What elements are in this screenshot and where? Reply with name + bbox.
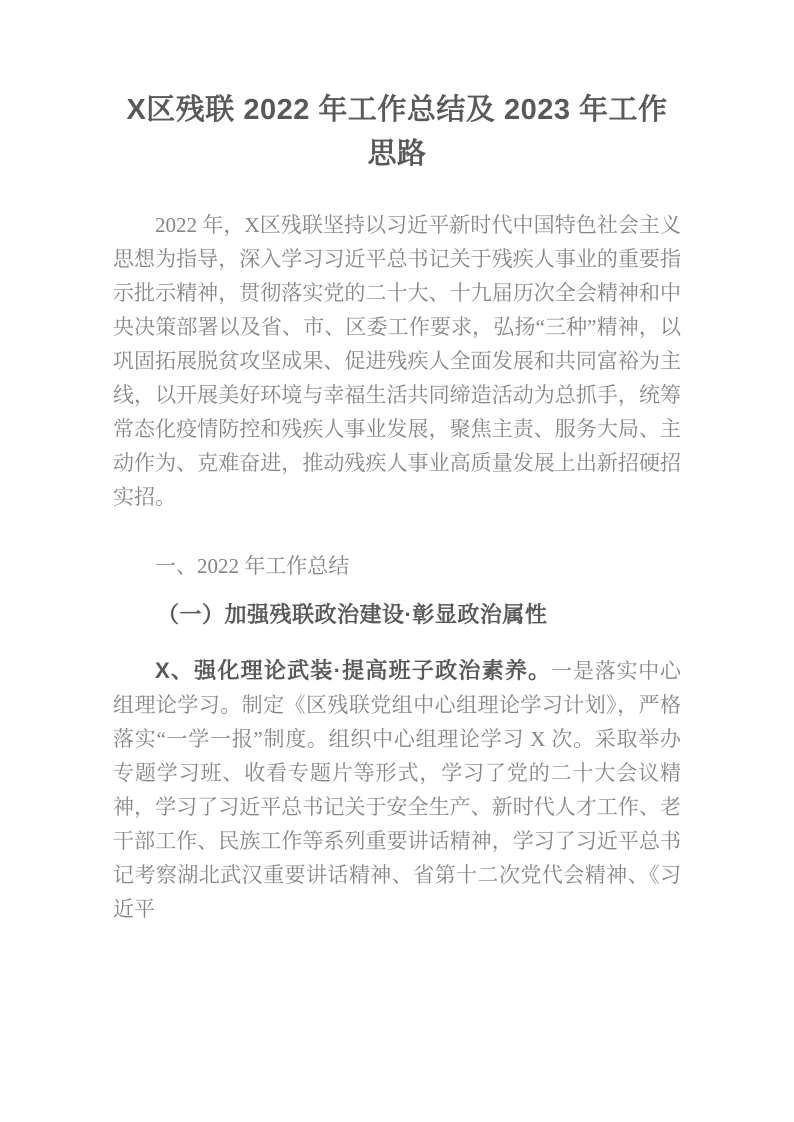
theory-paragraph-lead: X、强化理论武装·提高班子政治素养。 <box>155 658 552 683</box>
theory-paragraph-body: 一是落实中心组理论学习。制定《区残联党组中心组理论学习计划》，严格落实“一学一报”制度。组织中心组理论学习 X 次。采取举办专题学习班、收看专题片等形式，学习了党的二十大会议精神，学习了习近平总书记关于安全生产、新时代人才工作、老干部工作、民族工作等系列重要讲话精神，学习了习近平总书记考察湖北武汉重要讲话精神、省第十二次党代会精神、《习近平 <box>113 659 681 921</box>
subsection-1-1-heading: （一）加强残联政治建设·彰显政治属性 <box>157 602 548 627</box>
document-title: X区残联 2022 年工作总结及 2023 年工作思路 <box>126 94 668 170</box>
intro-paragraph: 2022 年，X区残联坚持以习近平新时代中国特色社会主义思想为指导，深入学习习近平总书记关于残疾人事业的重要指示批示精神，贯彻落实党的二十大、十九届历次全会精神和中央决策部署以及省、市、区委工作要求，弘扬“三种”精神，以巩固拓展脱贫攻坚成果、促进残疾人全面发展和共同富裕为主线，以开展美好环境与幸福生活共同缔造活动为总抓手，统筹常态化疫情防控和残疾人事业发展，聚焦主责、服务大局、主动作为、克难奋进，推动残疾人事业高质量发展上出新招硬招实招。 <box>113 213 681 509</box>
section-1-heading: 一、2022 年工作总结 <box>155 554 350 578</box>
theory-paragraph <box>113 654 681 926</box>
